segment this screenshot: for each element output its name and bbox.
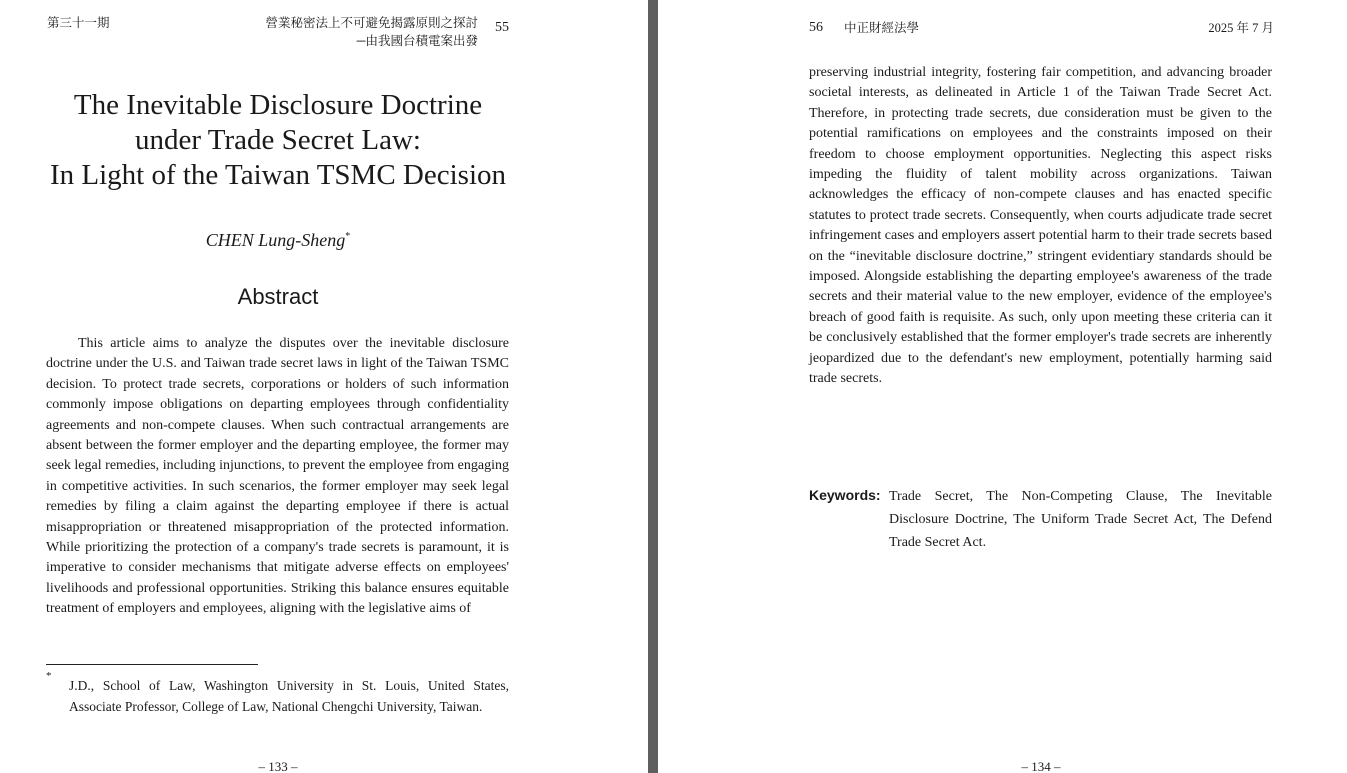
author-name: CHEN Lung-Sheng <box>205 230 346 250</box>
issue-date: 2025 年 7 月 <box>1208 21 1274 35</box>
abstract-continuation <box>809 63 1272 390</box>
title-line2: under Trade Secret Law: <box>135 124 421 156</box>
left-page <box>0 0 648 773</box>
title-line3: In Light of the Taiwan TSMC Decision <box>49 159 506 191</box>
abstract-body <box>46 334 509 620</box>
keywords-list: Trade Secret, The Non-Competing Clause, The Inevitable Disclosure Doctrine, The Uniform Trade Secret Act, The Defend Trade Secret Act. <box>889 489 1272 550</box>
article-title <box>20 88 536 193</box>
page-gutter <box>648 0 658 773</box>
abstract-heading: Abstract <box>237 284 319 309</box>
header-page-number: 56 <box>809 20 823 35</box>
journal-issue: 第三十一期 <box>47 16 110 30</box>
footnote-mark: * <box>46 670 52 682</box>
right-page <box>658 0 1347 773</box>
running-title-line1: 營業秘密法上不可避免揭露原則之探討 <box>265 16 478 30</box>
abstract-paragraph: This article aims to analyze the disputes over the inevitable disclosure doctrine under the U.S. and Taiwan trade secret laws in light of the Taiwan TSMC decision. To protect trade secrets, corporations or holders of such information commonly impose obligations on departing employees through confidentiality agreements and non-compete clauses. When such contractual arrangements are absent between the former employer and the departing employee, the former may seek legal remedies, including injunctions, to prevent the employee from engaging in competitive activities. In such scenarios, the former employer may seek legal remedies by filing a claim against the departing employee if there is actual misappropriation or threatened misappropriation of the protected information. While prioritizing the protection of a company's trade secrets is paramount, it is imperative to consider mechanisms that mitigate adverse effects on employees' livelihoods and professional opportunities. Striking this balance ensures equitable treatment of employers and employees, aligning with the legislative aims of <box>46 336 509 617</box>
keywords-label: Keywords: <box>809 487 881 503</box>
journal-name: 中正財經法學 <box>844 21 920 35</box>
author-line <box>20 230 536 251</box>
running-title-line2: ─由我國台積電案出發 <box>356 34 478 48</box>
running-title <box>265 14 478 50</box>
footnote-separator <box>46 664 258 665</box>
title-line1: The Inevitable Disclosure Doctrine <box>73 89 483 121</box>
author-footnote-mark: * <box>345 231 351 242</box>
abstract-paragraph-continued: preserving industrial integrity, fostering fair competition, and advancing broader societal interests, as delineated in Article 1 of the Taiwan Trade Secret Act. Therefore, in protecting trade secrets, due consideration must be given to the potential ramifications on employees and the constraints imposed on their freedom to choose employment opportunities. Neglecting this aspect risks impeding the fluidity of talent mobility across organizations. Taiwan acknowledges the efficacy of non-compete clauses and has enacted specific statutes to protect trade secrets. Consequently, when courts adjudicate trade secret infringement cases and employers assert potential harm to their trade secrets based on the “inevitable disclosure doctrine,” stringent evidentiary standards should be imposed. Alongside establishing the departing employee's awareness of the trade secrets and their material value to the new employer, evidence of the employee's breach of good faith is requisite. As such, only upon meeting these criteria can it be conclusively established that the former employer's trade secrets are inherently jeopardized due to the defendant's new employment, potentially harming said trade secrets. <box>809 65 1272 387</box>
page-folio-133: – 133 – <box>258 759 298 773</box>
author-footnote: J.D., School of Law, Washington University in St. Louis, United States, Associate Professor, College of Law, National Chengchi University, Taiwan. <box>69 678 509 714</box>
header-page-number: 55 <box>495 20 509 35</box>
page-folio-134: – 134 – <box>1021 759 1061 773</box>
